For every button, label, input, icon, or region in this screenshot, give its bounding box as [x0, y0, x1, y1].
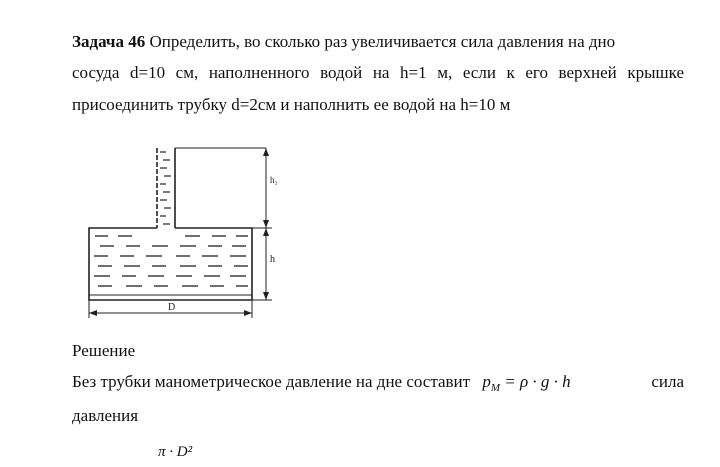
task-line-2: сосуда d=10 см, наполненного водой на h=1 м, если к его верхней крышке	[72, 63, 684, 82]
vessel-water	[94, 236, 248, 286]
dim-h1-label: h₁	[270, 175, 278, 185]
solution-heading: Решение	[72, 341, 136, 360]
dim-h1-arrow-top	[263, 148, 269, 156]
dim-d-label: D	[168, 302, 176, 313]
task-label: Задача 46	[72, 32, 146, 51]
dim-h-label: h	[270, 254, 275, 265]
solution-text-after: сила	[651, 372, 684, 391]
pressure-formula	[482, 372, 571, 394]
dim-h-arrow-top	[263, 228, 269, 236]
tube-water	[160, 152, 171, 224]
task-text-1: Определить, во сколько раз увеличивается сила давления на дно	[149, 32, 616, 51]
partial-formula: π · D²	[158, 444, 193, 460]
dim-d-arrow-right	[244, 310, 252, 316]
solution-text-before: Без трубки манометрическое давление на дне составит	[72, 372, 471, 391]
dim-h1-arrow-bottom	[263, 220, 269, 228]
formula-rest: = ρ · g · h	[504, 372, 571, 391]
solution-line-1	[72, 367, 684, 403]
formula-p: p	[482, 372, 491, 391]
solution-line-2: давления	[72, 406, 139, 425]
task-line-3: присоединить трубку d=2см и наполнить ее водой на h=10 м	[72, 95, 511, 114]
dim-h-arrow-bottom	[263, 292, 269, 300]
vessel-outline	[89, 228, 252, 300]
dim-d-arrow-left	[89, 310, 97, 316]
formula-subscript: M	[490, 382, 501, 394]
